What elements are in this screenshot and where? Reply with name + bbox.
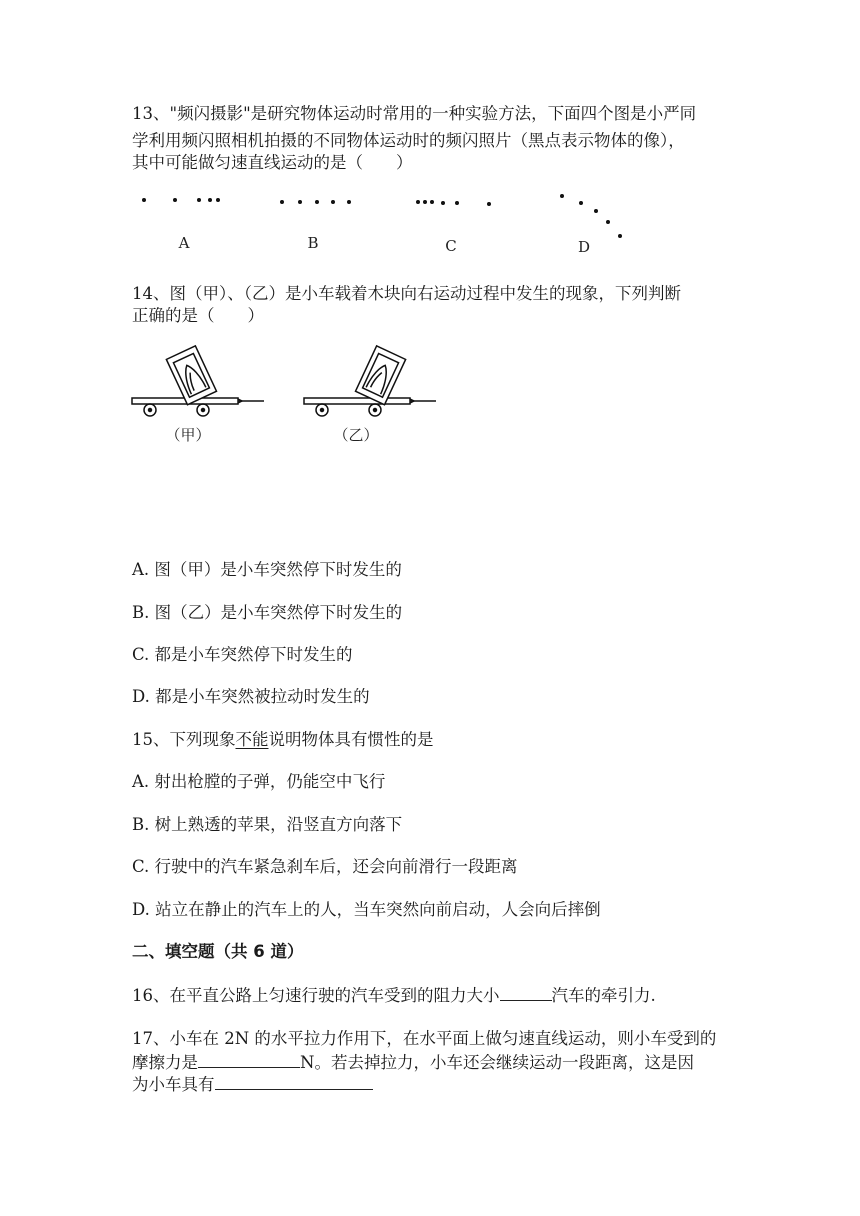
strobe-label-c: C — [445, 237, 457, 255]
q17-line-2 — [132, 1051, 694, 1074]
q14-option-a: A. 图（甲）是小车突然停下时发生的 — [132, 560, 402, 579]
strobe-b — [280, 200, 351, 252]
q15-stem-prefix: 15、下列现象 — [132, 730, 236, 749]
q14-line-2: 正确的是（ ） — [132, 306, 264, 325]
q17-line-3-prefix: 为小车具有 — [132, 1075, 215, 1094]
cart-label-yi: （乙） — [333, 426, 379, 444]
cart-label-jia: （甲） — [165, 426, 211, 444]
q17-line-2-prefix: 摩擦力是 — [132, 1053, 198, 1072]
strobe-c — [416, 200, 491, 255]
q14-option-b: B. 图（乙）是小车突然停下时发生的 — [132, 603, 403, 622]
q15-stem-emphasis: 不能 — [235, 730, 269, 749]
strobe-label-a: A — [178, 234, 190, 252]
q17-line-1: 17、小车在 2N 的水平拉力作用下，在水平面上做匀速直线运动，则小车受到的 — [132, 1029, 717, 1048]
strobe-label-d: D — [577, 238, 591, 256]
q17-line-3 — [132, 1073, 373, 1096]
q15-option-d: D. 站立在静止的汽车上的人，当车突然向前启动，人会向后摔倒 — [132, 900, 601, 919]
q13-line-1: 13、"频闪摄影"是研究物体运动时常用的一种实验方法，下面四个图是小严同 — [132, 104, 697, 123]
cart-jia — [132, 346, 264, 416]
q16-prefix: 16、在平直公路上匀速行驶的汽车受到的阻力大小 — [132, 986, 500, 1005]
q14-line-1: 14、图（甲）、（乙）是小车载着木块向右运动过程中发生的现象，下列判断 — [132, 284, 681, 303]
q13-line-3: 其中可能做匀速直线运动的是（ ） — [132, 153, 413, 172]
q16-line — [132, 984, 656, 1007]
q13-line-2: 学利用频闪照相机拍摄的不同物体运动时的频闪照片（黑点表示物体的像）， — [132, 131, 685, 150]
strobe-label-b: B — [307, 234, 319, 252]
q16-answer-blank[interactable] — [500, 984, 552, 1001]
q17-property-blank[interactable] — [215, 1073, 373, 1090]
q15-option-c: C. 行驶中的汽车紧急刹车后，还会向前滑行一段距离 — [132, 857, 518, 876]
q17-friction-blank[interactable] — [198, 1051, 300, 1068]
section-heading: 二、填空题（共 6 道） — [132, 942, 304, 961]
q16-suffix: 汽车的牵引力. — [551, 986, 656, 1005]
q15-stem — [132, 729, 434, 751]
strobe-d — [560, 194, 622, 256]
q17-line-2-suffix: N。若去掉拉力，小车还会继续运动一段距离，这是因 — [300, 1053, 694, 1072]
q15-stem-suffix: 说明物体具有惯性的是 — [268, 730, 434, 749]
q14-option-c: C. 都是小车突然停下时发生的 — [132, 645, 353, 664]
q15-option-a: A. 射出枪膛的子弹，仍能空中飞行 — [132, 772, 386, 791]
q14-option-d: D. 都是小车突然被拉动时发生的 — [132, 687, 370, 706]
strobe-a — [142, 198, 220, 252]
cart-yi — [304, 346, 436, 416]
strobe-photo-figure — [130, 188, 650, 258]
q15-option-b: B. 树上熟透的苹果，沿竖直方向落下 — [132, 815, 403, 834]
cart-block-figure — [130, 340, 450, 450]
